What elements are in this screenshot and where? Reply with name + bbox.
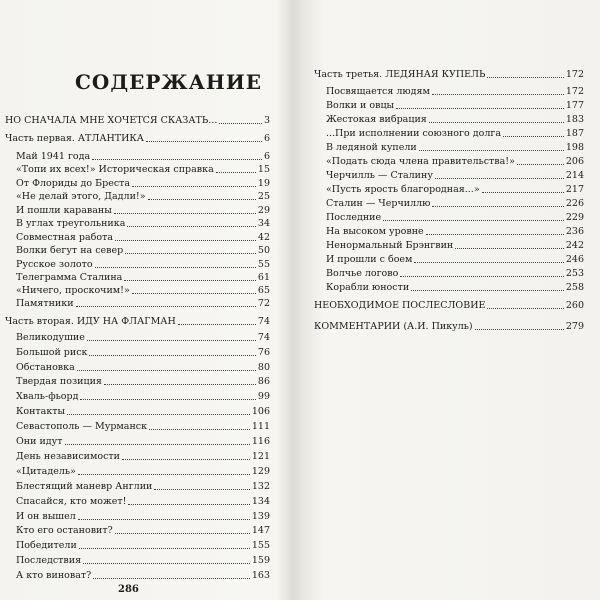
toc-entry: ...При исполнении союзного долга 187 (326, 128, 584, 139)
toc-entry: Твердая позиция 86 (16, 376, 270, 387)
toc-entry: Последствия 159 (16, 555, 270, 566)
toc-entry: И прошли с боем 246 (326, 254, 584, 265)
toc-entry: Волчье логово 253 (326, 268, 584, 279)
toc-entry: Блестящий маневр Англии 132 (16, 481, 270, 492)
toc-entry: «Не делай этого, Дадли!» 25 (16, 191, 270, 202)
toc-entry: «Цитадель» 129 (16, 466, 270, 477)
toc-entry: Победители 155 (16, 540, 270, 551)
toc-entry: Памятники 72 (16, 298, 270, 309)
toc-entry: Черчилль — Сталину 214 (326, 170, 584, 181)
toc-entry: А кто виноват? 163 (16, 570, 270, 581)
toc-entry: От Флориды до Бреста 19 (16, 178, 270, 189)
toc-entry: «Подать сюда члена правительства!» 206 (326, 156, 584, 167)
page-number: 286 (118, 584, 139, 595)
toc-entry: В углах треугольника 34 (16, 218, 270, 229)
toc-part-heading: НЕОБХОДИМОЕ ПОСЛЕСЛОВИЕ 260 (314, 300, 584, 311)
toc-entry: На высоком уровне 236 (326, 226, 584, 237)
toc-part-heading: Часть третья. ЛЕДЯНАЯ КУПЕЛЬ 172 (314, 69, 584, 80)
page-title: СОДЕРЖАНИЕ (75, 70, 262, 94)
toc-entry: Кто его остановит? 147 (16, 525, 270, 536)
toc-entry: Севастополь — Мурманск 111 (16, 421, 270, 432)
right-page (304, 0, 600, 600)
toc-entry: Последние 229 (326, 212, 584, 223)
toc-entry: И он вышел 139 (16, 511, 270, 522)
toc-entry: НО СНАЧАЛА МНЕ ХОЧЕТСЯ СКАЗАТЬ... 3 (5, 115, 270, 126)
toc-entry: Русское золото 55 (16, 259, 270, 270)
toc-entry: Контакты 106 (16, 406, 270, 417)
toc-entry: Они идут 116 (16, 436, 270, 447)
toc-entry: В ледяной купели 198 (326, 142, 584, 153)
toc-entry: Волки и овцы 177 (326, 100, 584, 111)
toc-entry: «Топи их всех!» Историческая справка 15 (16, 164, 270, 175)
toc-part-heading: Часть вторая. ИДУ НА ФЛАГМАН 74 (5, 316, 270, 327)
toc-entry: Телеграмма Сталина 61 (16, 272, 270, 283)
toc-entry: Великодушие 74 (16, 332, 270, 343)
toc-entry: Спасайся, кто может! 134 (16, 496, 270, 507)
toc-entry: Большой риск 76 (16, 347, 270, 358)
toc-part-heading: КОММЕНТАРИИ (А.И. Пикуль) 279 (314, 321, 584, 332)
toc-entry: «Ничего, проскочим!» 65 (16, 285, 270, 296)
toc-entry: День независимости 121 (16, 451, 270, 462)
toc-entry: Хваль-фьорд 99 (16, 391, 270, 402)
toc-entry: Жестокая вибрация 183 (326, 114, 584, 125)
toc-entry: Май 1941 года 6 (16, 151, 270, 162)
toc-entry: Посвящается людям 172 (326, 86, 584, 97)
toc-entry: «Пусть ярость благородная...» 217 (326, 184, 584, 195)
toc-entry: Сталин — Черчиллю 226 (326, 198, 584, 209)
toc-entry: Волки бегут на север 50 (16, 245, 270, 256)
toc-entry: Обстановка 80 (16, 362, 270, 373)
toc-entry: Ненормальный Брэнгвин 242 (326, 240, 584, 251)
toc-entry: Совместная работа 42 (16, 232, 270, 243)
toc-entry: Корабли юности 258 (326, 282, 584, 293)
toc-entry: И пошли караваны 29 (16, 205, 270, 216)
toc-part-heading: Часть первая. АТЛАНТИКА 6 (5, 133, 270, 144)
